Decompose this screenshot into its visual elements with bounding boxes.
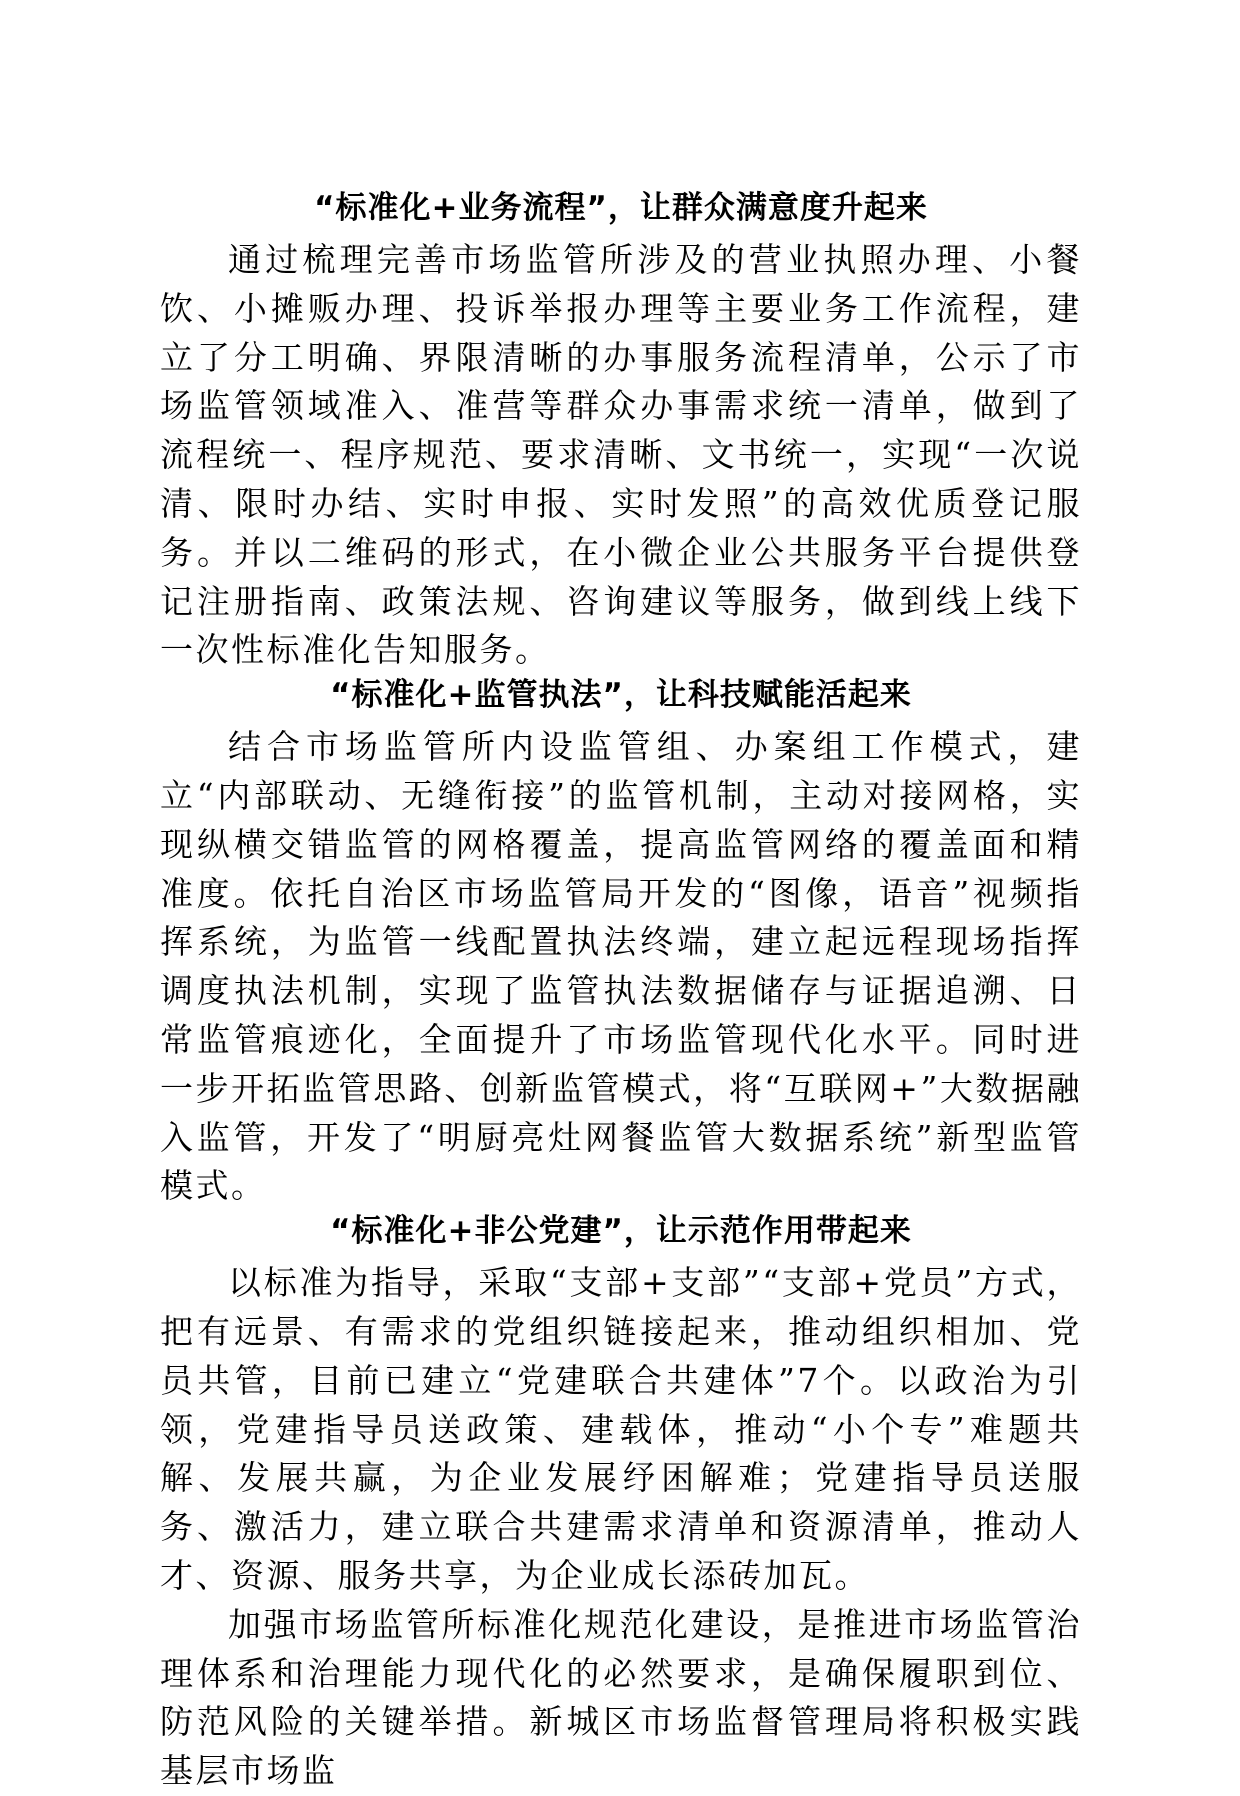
section-heading: “标准化+业务流程”，让群众满意度升起来 [314, 190, 928, 226]
section-party-building [160, 1211, 1082, 1601]
section-paragraph: 以标准为指导，采取“支部+支部”“支部+党员”方式，把有远景、有需求的党组织链接起来，推动组织相加、党员共管，目前已建立“党建联合共建体”7个。以政治为引领，党建指导员送政策、建载体，推动“小个专”难题共解、发展共赢，为企业发展纾困解难；党建指导员送服务、激活力，建立联合共建需求清单和资源清单，推动人才、资源、服务共享，为企业成长添砖加瓦。 [160, 1263, 1082, 1595]
section-business-process [160, 188, 1082, 675]
section-paragraph: 通过梳理完善市场监管所涉及的营业执照办理、小餐饮、小摊贩办理、投诉举报办理等主要业务工作流程，建立了分工明确、界限清晰的办事服务流程清单，公示了市场监管领域准入、准营等群众办事需求统一清单，做到了流程统一、程序规范、要求清晰、文书统一，实现“一次说清、限时办结、实时申报、实时发照”的高效优质登记服务。并以二维码的形式，在小微企业公共服务平台提供登记注册指南、政策法规、咨询建议等服务，做到线上线下一次性标准化告知服务。 [160, 240, 1082, 670]
section-supervision-enforcement [160, 675, 1082, 1211]
section-heading: “标准化+监管执法”，让科技赋能活起来 [330, 677, 912, 714]
closing-paragraph: 加强市场监管所标准化规范化建设，是推进市场监管治理体系和治理能力现代化的必然要求，是确保履职到位、防范风险的关键举措。新城区市场监督管理局将积极实践基层市场监 [160, 1604, 1082, 1791]
document-page [160, 188, 1082, 1796]
section-paragraph: 结合市场监管所内设监管组、办案组工作模式，建立“内部联动、无缝衔接”的监管机制，主动对接网格，实现纵横交错监管的网格覆盖，提高监管网络的覆盖面和精准度。依托自治区市场监管局开发的“图像，语音”视频指挥系统，为监管一线配置执法终端，建立起远程现场指挥调度执法机制，实现了监管执法数据储存与证据追溯、日常监管痕迹化，全面提升了市场监管现代化水平。同时进一步开拓监管思路、创新监管模式，将“互联网+”大数据融入监管，开发了“明厨亮灶网餐监管大数据系统”新型监管模式。 [160, 727, 1082, 1206]
section-heading: “标准化+非公党建”，让示范作用带起来 [330, 1213, 912, 1250]
